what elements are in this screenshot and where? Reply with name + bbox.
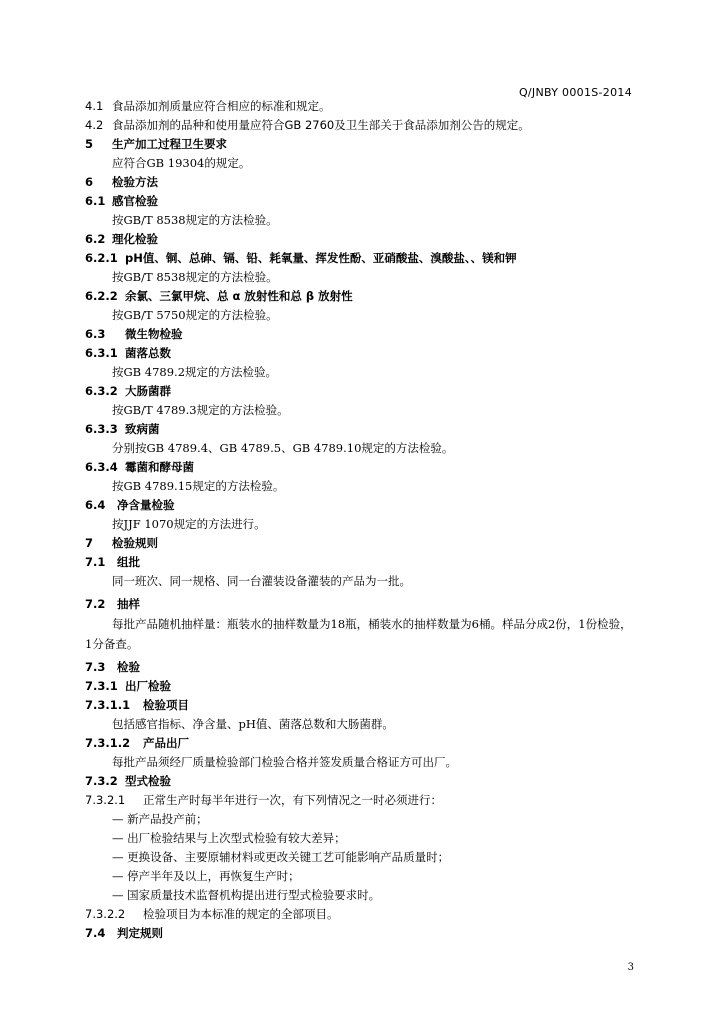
clause-6-3-4-body: 按GB 4789.15规定的方法检验。 — [112, 479, 285, 493]
clause-6-3-2-heading: 6.3.2 大肠菌群 — [85, 384, 171, 398]
clause-6-4-body: 按JJF 1070规定的方法进行。 — [112, 517, 266, 531]
clause-7-2-body: 每批产品随机抽样量：瓶装水的抽样数量为18瓶，桶装水的抽样数量为6桶。样品分成2份，1份检验，1分备查。 — [85, 617, 632, 651]
clause-7-1-heading: 7.1 组批 — [85, 555, 140, 569]
clause-7-4-heading: 7.4 判定规则 — [85, 926, 163, 940]
clause-6-4-heading: 6.4 净含量检验 — [85, 498, 175, 512]
clause-6-3-1-body: 按GB 4789.2规定的方法检验。 — [112, 365, 278, 379]
clause-7-3-2-1: 7.3.2.1 正常生产时每半年进行一次，有下列情况之一时必须进行： — [85, 793, 442, 807]
section-6-heading: 6 检验方法 — [85, 175, 158, 189]
clause-6-1-heading: 6.1 感官检验 — [85, 194, 158, 208]
clause-7-3-heading: 7.3 检验 — [85, 660, 140, 674]
clause-7-3-2-heading: 7.3.2 型式检验 — [85, 774, 171, 788]
clause-7-1-body: 同一班次、同一规格、同一台灌装设备灌装的产品为一批。 — [112, 574, 411, 588]
clause-7-3-1-1-body: 包括感官指标、净含量、pH值、菌落总数和大肠菌群。 — [112, 717, 394, 731]
section-5-body: 应符合GB 19304的规定。 — [112, 156, 251, 170]
standard-code: Q/JNBY 0001S-2014 — [518, 86, 632, 99]
clause-6-1-body: 按GB/T 8538规定的方法检验。 — [112, 213, 278, 227]
clause-7-3-2-2: 7.3.2.2 检验项目为本标准的规定的全部项目。 — [85, 907, 339, 921]
clause-6-2-heading: 6.2 理化检验 — [85, 232, 158, 246]
clause-4-2: 4.2 食品添加剂的品种和使用量应符合GB 2760及卫生部关于食品添加剂公告的规定。 — [85, 118, 530, 132]
clause-4-1: 4.1 食品添加剂质量应符合相应的标准和规定。 — [85, 99, 331, 113]
clause-6-3-4-heading: 6.3.4 霉菌和酵母菌 — [85, 460, 194, 474]
list-item: — 新产品投产前； — [112, 812, 208, 826]
clause-6-2-2-heading: 6.2.2 余氯、三氯甲烷、总 α 放射性和总 β 放射性 — [85, 289, 353, 303]
list-item: — 国家质量技术监督机构提出进行型式检验要求时。 — [112, 888, 381, 902]
clause-7-3-1-heading: 7.3.1 出厂检验 — [85, 679, 171, 693]
section-7-heading: 7 检验规则 — [85, 536, 158, 550]
clause-7-3-1-2-heading: 7.3.1.2 产品出厂 — [85, 736, 189, 750]
clause-6-2-2-body: 按GB/T 5750规定的方法检验。 — [112, 308, 278, 322]
clause-6-2-1-heading: 6.2.1 pH值、铜、总砷、镉、铅、耗氧量、挥发性酚、亚硝酸盐、溴酸盐、、镁和钾 — [85, 251, 517, 265]
section-5-heading: 5 生产加工过程卫生要求 — [85, 137, 227, 151]
clause-7-3-1-2-body: 每批产品须经厂质量检验部门检验合格并签发质量合格证方可出厂。 — [112, 755, 457, 769]
clause-6-3-heading: 6.3 微生物检验 — [85, 327, 183, 341]
clause-6-3-1-heading: 6.3.1 菌落总数 — [85, 346, 171, 360]
clause-6-3-2-body: 按GB/T 4789.3规定的方法检验。 — [112, 403, 289, 417]
list-item: — 更换设备、主要原辅材料或更改关键工艺可能影响产品质量时； — [112, 850, 450, 864]
document-body — [85, 97, 637, 943]
page-number: 3 — [627, 962, 634, 973]
clause-7-2-heading: 7.2 抽样 — [85, 597, 140, 611]
list-item: — 停产半年及以上，再恢复生产时； — [112, 869, 300, 883]
clause-6-3-3-heading: 6.3.3 致病菌 — [85, 422, 160, 436]
clause-7-3-1-1-heading: 7.3.1.1 检验项目 — [85, 698, 189, 712]
list-item: — 出厂检验结果与上次型式检验有较大差异； — [112, 831, 346, 845]
clause-6-3-3-body: 分别按GB 4789.4、GB 4789.5、GB 4789.10规定的方法检验。 — [112, 441, 454, 455]
clause-6-2-1-body: 按GB/T 8538规定的方法检验。 — [112, 270, 278, 284]
